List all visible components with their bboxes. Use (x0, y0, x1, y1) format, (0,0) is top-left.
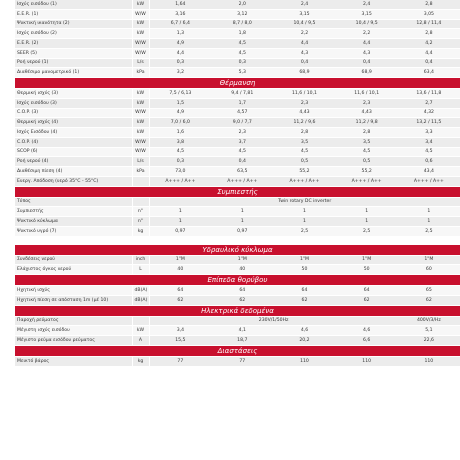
row-label: Ηχητική ισχύς (15, 286, 132, 296)
row-value: 3,12 (211, 9, 273, 19)
row-value: 1 (149, 207, 211, 217)
row-label: C.O.P. (3) (15, 108, 132, 118)
row-value: 50 (273, 265, 335, 275)
table-row (15, 39, 460, 49)
row-value: 3,4 (149, 326, 211, 336)
row-value: 2,8 (273, 128, 335, 138)
row-label: Τύπος (15, 197, 132, 207)
row-value: 62 (149, 295, 211, 305)
row-value: 68,9 (273, 68, 335, 78)
table-row (15, 68, 460, 78)
table-row (15, 108, 460, 118)
table-row (15, 137, 460, 147)
row-unit: W/W (132, 147, 149, 157)
row-label: Ροή νερού (1) (15, 58, 132, 68)
row-label: Ηχητική πίεση σε απόσταση 1m (μέ 10) (15, 295, 132, 305)
table-row (15, 89, 460, 99)
row-label: Ισχύς Εισόδου (4) (15, 128, 132, 138)
row-label: Μέγιστη ισχύς εισόδου (15, 326, 132, 336)
row-label: E.E.R. (1) (15, 9, 132, 19)
row-value: 4,6 (336, 326, 398, 336)
row-value: 2,3 (273, 98, 335, 108)
row-value: 1,6 (149, 128, 211, 138)
row-value: 2,2 (273, 29, 335, 39)
spacer-row (15, 236, 460, 244)
row-value: 1 (398, 217, 460, 227)
row-value: 13,2 / 11,5 (398, 118, 460, 128)
row-value: 64 (211, 286, 273, 296)
row-unit: kg (132, 226, 149, 236)
row-value: 3,15 (273, 9, 335, 19)
row-value: 20,2 (273, 336, 335, 346)
row-label: SEER (5) (15, 48, 132, 58)
row-value: 68,9 (336, 68, 398, 78)
table-row (15, 356, 460, 366)
row-value: 65 (398, 286, 460, 296)
row-value: 4,43 (273, 108, 335, 118)
section-title: Συμπιεστής (15, 186, 460, 197)
row-value: 63,4 (398, 68, 460, 78)
row-value: 4,3 (336, 48, 398, 58)
row-value: 3,15 (336, 9, 398, 19)
row-value-group: 230V/1/50Hz (149, 316, 398, 326)
row-value: 77 (149, 356, 211, 366)
row-value: 43,4 (398, 167, 460, 177)
row-label: Μέγιστο ρεύμα εισόδου ρεύματος (15, 336, 132, 346)
row-value: 2,4 (336, 0, 398, 9)
row-value: 0,3 (149, 157, 211, 167)
row-unit (132, 197, 149, 207)
table-row (15, 29, 460, 39)
row-value: 4,4 (273, 39, 335, 49)
table-row (15, 98, 460, 108)
row-unit: inch (132, 255, 149, 265)
row-label: Θερμική ισχύς (3) (15, 89, 132, 99)
row-value: 2,8 (336, 128, 398, 138)
row-value: 2,7 (398, 98, 460, 108)
row-unit: n° (132, 207, 149, 217)
table-row (15, 0, 460, 9)
row-label: Ψυκτικό υγρό (7) (15, 226, 132, 236)
row-value: 13,6 / 11,8 (398, 89, 460, 99)
row-value: 2,5 (398, 226, 460, 236)
row-unit: kW (132, 29, 149, 39)
row-value: 110 (336, 356, 398, 366)
row-label: Ισχύς εισόδου (1) (15, 0, 132, 9)
row-value: 2,3 (336, 98, 398, 108)
row-value: 2,2 (336, 29, 398, 39)
row-label: Ψυκτικό κύκλωμα (15, 217, 132, 227)
table-row (15, 295, 460, 305)
row-value: 0,97 (211, 226, 273, 236)
row-value: 5,3 (211, 68, 273, 78)
row-unit: kW (132, 0, 149, 9)
row-value: 4,2 (398, 39, 460, 49)
section-header (15, 345, 460, 356)
row-unit: dB(A) (132, 286, 149, 296)
row-value: 55,2 (273, 167, 335, 177)
row-value: 64 (336, 286, 398, 296)
table-row (15, 197, 460, 207)
table-row (15, 326, 460, 336)
row-value: 0,4 (273, 58, 335, 68)
row-value-group: 400V/3/Hz (398, 316, 460, 326)
row-label: Διαθέσιμη πίεση (4) (15, 167, 132, 177)
row-value: 4,5 (273, 147, 335, 157)
row-value: 0,3 (149, 58, 211, 68)
table-row (15, 336, 460, 346)
spacer-cell (15, 236, 460, 244)
row-value: 4,57 (211, 108, 273, 118)
row-unit: kW (132, 128, 149, 138)
row-value: 4,4 (149, 48, 211, 58)
row-value: 3,3 (398, 128, 460, 138)
row-value: 11,6 / 10,1 (273, 89, 335, 99)
row-value: 4,4 (398, 48, 460, 58)
row-value: 4,4 (336, 39, 398, 49)
row-value: 4,1 (211, 326, 273, 336)
row-value: 4,9 (149, 39, 211, 49)
row-value: 4,5 (149, 147, 211, 157)
row-value: 60 (398, 265, 460, 275)
row-value: 1"M (211, 255, 273, 265)
table-row (15, 255, 460, 265)
row-label: E.E.R. (2) (15, 39, 132, 49)
row-value: A+++ / A++ (273, 176, 335, 186)
row-value: 62 (336, 295, 398, 305)
row-value: 0,3 (211, 58, 273, 68)
row-value-span: Twin rotary DC inverter (149, 197, 460, 207)
row-value: 55,2 (336, 167, 398, 177)
row-value: 0,97 (149, 226, 211, 236)
section-title: Υδραυλικό κύκλωμα (15, 244, 460, 255)
row-value: 62 (398, 295, 460, 305)
row-value: 6,7 / 6,4 (149, 19, 211, 29)
row-unit: A (132, 336, 149, 346)
row-value: 1 (273, 207, 335, 217)
row-label: Ισχύς εισόδου (3) (15, 98, 132, 108)
section-header (15, 244, 460, 255)
row-value: 4,43 (336, 108, 398, 118)
table-row (15, 226, 460, 236)
row-value: 110 (273, 356, 335, 366)
row-value: 1 (211, 217, 273, 227)
row-value: 77 (211, 356, 273, 366)
row-value: 11,2 / 9,6 (273, 118, 335, 128)
row-value: 3,5 (336, 137, 398, 147)
row-value: 63,5 (211, 167, 273, 177)
row-value: 62 (273, 295, 335, 305)
row-unit: W/W (132, 9, 149, 19)
row-label: Συμπιεστής (15, 207, 132, 217)
row-value: 1,3 (149, 29, 211, 39)
row-label: Μεικτό βάρος (15, 356, 132, 366)
row-label: Ενεργ. Απόδοση (νερό 35°C - 55°C) (15, 176, 132, 186)
row-label: Συνδέσεις νερού (15, 255, 132, 265)
row-value: 3,8 (149, 137, 211, 147)
spec-sheet (15, 0, 460, 367)
row-value: 8,7 / 8,0 (211, 19, 273, 29)
row-unit: kW (132, 326, 149, 336)
row-value: 2,8 (398, 0, 460, 9)
table-row (15, 157, 460, 167)
section-title: Διαστάσεις (15, 345, 460, 356)
row-value: 4,3 (273, 48, 335, 58)
row-label: Διαθέσιμο μανομετρικό (1) (15, 68, 132, 78)
row-unit: kg (132, 356, 149, 366)
row-value: 4,32 (398, 108, 460, 118)
row-value: 1,8 (211, 29, 273, 39)
row-value: 0,5 (273, 157, 335, 167)
row-value: 0,4 (211, 157, 273, 167)
row-unit: W/W (132, 137, 149, 147)
row-value: 64 (149, 286, 211, 296)
row-unit: L/s (132, 157, 149, 167)
row-value: 15,5 (149, 336, 211, 346)
row-value: 9,4 / 7,81 (211, 89, 273, 99)
table-row (15, 147, 460, 157)
row-value: 2,4 (273, 0, 335, 9)
table-row (15, 167, 460, 177)
table-row (15, 58, 460, 68)
row-value: 64 (273, 286, 335, 296)
row-value: 4,5 (211, 39, 273, 49)
row-value: 1,7 (211, 98, 273, 108)
row-unit: kW (132, 118, 149, 128)
table-row (15, 118, 460, 128)
table-row (15, 316, 460, 326)
row-label: C.O.P. (4) (15, 137, 132, 147)
row-value: 40 (149, 265, 211, 275)
row-unit: W/W (132, 39, 149, 49)
row-value: 3,7 (211, 137, 273, 147)
row-value: 5,1 (398, 326, 460, 336)
row-value: 1,64 (149, 0, 211, 9)
row-value: 1 (336, 207, 398, 217)
row-unit (132, 316, 149, 326)
row-unit: L (132, 265, 149, 275)
row-value: 11,6 / 10,1 (336, 89, 398, 99)
row-label: Θερμική ισχύς (4) (15, 118, 132, 128)
row-unit: kPa (132, 167, 149, 177)
table-row (15, 48, 460, 58)
row-value: 73,0 (149, 167, 211, 177)
row-label: SCOP (6) (15, 147, 132, 157)
row-label: Ελάχιστος όγκος νερού (15, 265, 132, 275)
table-row (15, 265, 460, 275)
section-header (15, 275, 460, 286)
row-value: 4,9 (149, 108, 211, 118)
table-row (15, 286, 460, 296)
row-value: 2,8 (398, 29, 460, 39)
row-value: 3,16 (149, 9, 211, 19)
row-value: 3,2 (149, 68, 211, 78)
row-value: 1"M (273, 255, 335, 265)
row-label: Ψυκτική ικανότητα (2) (15, 19, 132, 29)
row-value: 50 (336, 265, 398, 275)
section-title: Ηλεκτρικά δεδομένα (15, 305, 460, 316)
row-unit: W/W (132, 48, 149, 58)
row-unit: dB(A) (132, 295, 149, 305)
row-value: 1,5 (149, 98, 211, 108)
spec-table (15, 0, 460, 367)
row-value: 3,05 (398, 9, 460, 19)
row-value: 2,5 (273, 226, 335, 236)
row-value: 7,5 / 6,13 (149, 89, 211, 99)
row-value: 4,5 (336, 147, 398, 157)
row-value: A+++ / A++ (398, 176, 460, 186)
row-value: 0,4 (398, 58, 460, 68)
row-value: 4,5 (398, 147, 460, 157)
row-value: 22,6 (398, 336, 460, 346)
row-value: 3,5 (273, 137, 335, 147)
row-unit: L/s (132, 58, 149, 68)
row-value: 12,8 / 11,4 (398, 19, 460, 29)
row-value: 1 (149, 217, 211, 227)
row-value: 1 (398, 207, 460, 217)
row-value: 10,4 / 9,5 (336, 19, 398, 29)
section-header (15, 78, 460, 89)
row-value: 1 (211, 207, 273, 217)
section-header (15, 305, 460, 316)
row-value: 62 (211, 295, 273, 305)
row-value: 1"M (336, 255, 398, 265)
row-unit: kW (132, 19, 149, 29)
table-row (15, 176, 460, 186)
section-header (15, 186, 460, 197)
row-value: 40 (211, 265, 273, 275)
row-unit (132, 176, 149, 186)
row-label: Ισχύς εισόδου (2) (15, 29, 132, 39)
row-value: 3,4 (398, 137, 460, 147)
table-row (15, 128, 460, 138)
row-value: 1 (336, 217, 398, 227)
row-value: 4,5 (211, 147, 273, 157)
row-label: Παροχή ρεύματος (15, 316, 132, 326)
row-value: 0,4 (336, 58, 398, 68)
table-row (15, 9, 460, 19)
row-value: 1 (273, 217, 335, 227)
row-value: 11,2 / 9,8 (336, 118, 398, 128)
section-title: Επίπεδα θορύβου (15, 275, 460, 286)
row-value: 0,5 (336, 157, 398, 167)
row-value: 6,6 (336, 336, 398, 346)
row-value: 10,4 / 9,5 (273, 19, 335, 29)
row-label: Ροή νερού (4) (15, 157, 132, 167)
row-value: 7,0 / 6,0 (149, 118, 211, 128)
row-value: 18,7 (211, 336, 273, 346)
row-value: 1"M (398, 255, 460, 265)
row-value: 4,5 (211, 48, 273, 58)
section-title: Θέρμανση (15, 78, 460, 89)
row-unit: kW (132, 98, 149, 108)
row-value: 1"M (149, 255, 211, 265)
row-value: 2,5 (336, 226, 398, 236)
table-row (15, 207, 460, 217)
row-value: 9,0 / 7,7 (211, 118, 273, 128)
row-value: 0,6 (398, 157, 460, 167)
row-value: 2,3 (211, 128, 273, 138)
row-value: 110 (398, 356, 460, 366)
row-value: 2,0 (211, 0, 273, 9)
row-unit: W/W (132, 108, 149, 118)
row-unit: kPa (132, 68, 149, 78)
row-value: A+++ / A++ (149, 176, 211, 186)
row-unit: kW (132, 89, 149, 99)
row-unit: n° (132, 217, 149, 227)
row-value: A+++ / A++ (336, 176, 398, 186)
row-value: A+++ / A++ (211, 176, 273, 186)
row-value: 4,6 (273, 326, 335, 336)
table-row (15, 217, 460, 227)
table-row (15, 19, 460, 29)
